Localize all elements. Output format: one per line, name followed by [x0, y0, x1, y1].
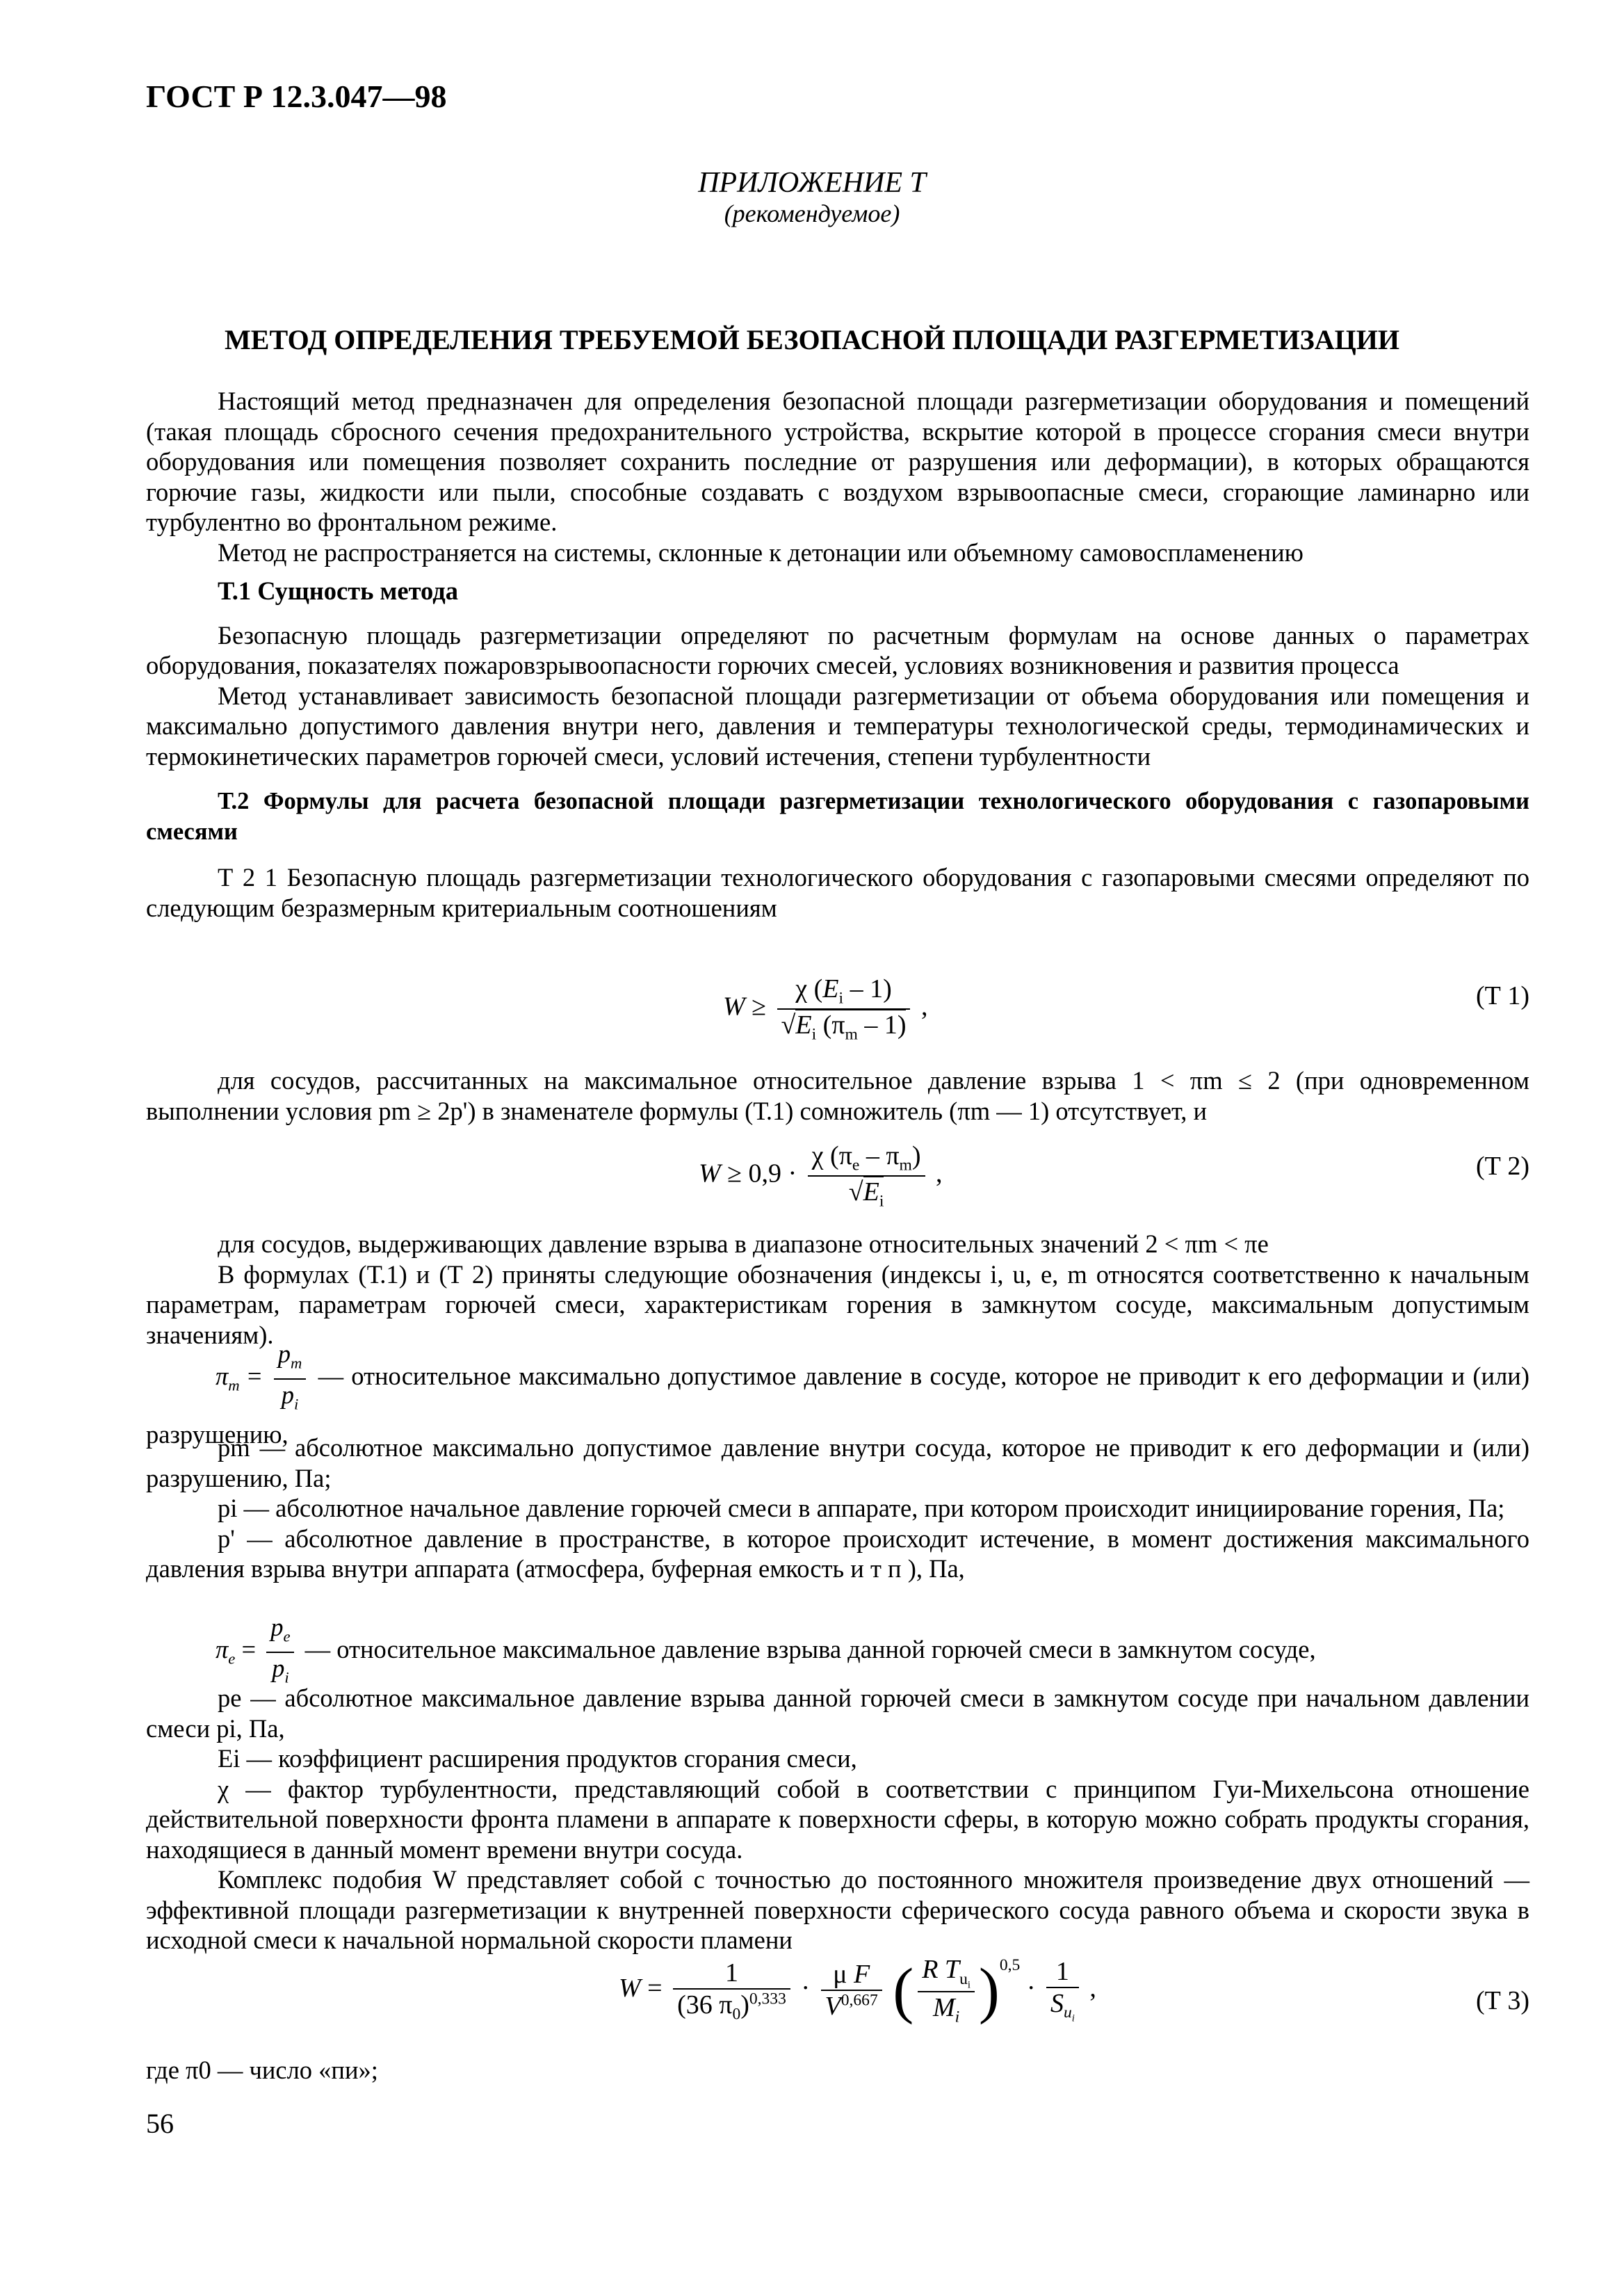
definition-pie: $\pi_e$ = $\frac{p_e}{p_i}$ — относительное максимальное давление взрыва данной горючей смеси в замкнутом сосуде,	[216, 1613, 1316, 1686]
definition-item: pe — абсолютное максимальное давление взрыва данной горючей смеси в замкнутом сосуде при начальном давлении смеси pi, Па,	[146, 1684, 1529, 1743]
document-header: ГОСТ Р 12.3.047—98	[146, 79, 447, 114]
definition-item: p' — абсолютное давление в пространстве, в которое происходит истечение, в момент достижения максимального давления взрыва внутри аппарата (атмосфера, буферная емкость и т п ), Па,	[146, 1524, 1529, 1583]
section-paragraph: Метод устанавливает зависимость безопасной площади разгерметизации от объема оборудования или помещения и максимально допустимого давления внутри него, давления и температуры технологической среды, термодинамических и термокинетических параметров горючей смеси, условий истечения, степени турбулентности	[146, 681, 1529, 771]
definitions-block	[146, 1433, 1529, 1584]
section-paragraph: Комплекс подобия W представляет собой с точностью до постоянного множителя произведение двух отношений — эффективной площади разгерметизации к внутренней поверхности сферического сосуда равного объема и скорости звука в исходной смеси к начальной нормальной скорости пламени	[146, 1865, 1529, 1954]
text-block	[146, 1229, 1529, 1350]
equation-t2: W ≥ 0,9 · $\frac{\chi (\pi_e - \pi_m)}{√E_i}$ ,	[699, 1141, 943, 1211]
section-paragraph: Безопасную площадь разгерметизации определяют по расчетным формулам на основе данных о параметрах оборудования, показателях пожаровзрывоопасности горючих смесей, условиях возникновения и развития процесса	[146, 620, 1529, 679]
section-paragraph: Т 2 1 Безопасную площадь разгерметизации технологического оборудования с газопаровыми смесями определяют по следующим безразмерным критериальным соотношениям	[146, 863, 1529, 922]
intro-block	[146, 386, 1529, 923]
definition-item: χ — фактор турбулентности, представляющий собой в соответствии с принципом Гуи-Михельсона отношение действительной поверхности фронта пламени в аппарате к поверхности сферы, в которую можно собрать продукты сгорания, находящиеся в данный момент времени внутри сосуда.	[146, 1774, 1529, 1864]
equation-t3: W = $\frac{1}{(36 \pi_0)^{0,333}}$ · $\frac{\text{μ F}}{V^{0,667}}$ ( $\frac{R T_{u_i}}{M_i}$ )$^{0,5}$ · $\frac{1}{S_{u_i}}$ ,	[619, 1955, 1096, 2026]
method-title: МЕТОД ОПРЕДЕЛЕНИЯ ТРЕБУЕМОЙ БЕЗОПАСНОЙ ПЛОЩАДИ РАЗГЕРМЕТИЗАЦИИ	[225, 324, 1399, 355]
definitions-block	[146, 1683, 1529, 1956]
definition-item: Ei — коэффициент расширения продуктов сгорания смеси,	[218, 1744, 857, 1773]
appendix-subtitle: (рекомендуемое)	[724, 200, 900, 227]
equation-label: (Т 2)	[1475, 1152, 1529, 1181]
page-number: 56	[146, 2108, 174, 2139]
section-paragraph: для сосудов, выдерживающих давление взрыва в диапазоне относительных значений 2 < πm < πe	[218, 1229, 1269, 1258]
intro-paragraph: Метод не распространяется на системы, склонные к детонации или объемному самовоспламенению	[218, 538, 1304, 567]
section-paragraph: В формулах (Т.1) и (Т 2) приняты следующие обозначения (индексы i, u, e, m относятся соответственно к начальным параметрам, параметрам горючей смеси, характеристикам горения в замкнутом сосуде, максимальным допустимым значениям).	[146, 1259, 1529, 1349]
section-title: Т.1 Сущность метода	[218, 576, 458, 605]
intro-paragraph: Настоящий метод предназначен для определения безопасной площади разгерметизации оборудования и помещений (такая площадь сбросного сечения предохранительного устройства, вскрытие которой в процессе сгорания смеси внутри оборудования или помещения позволяет сохранить последние от разрушения или деформации), в которых обращаются горючие газы, жидкости или пыли, способные создавать с воздухом взрывоопасные смеси, сгорающие ламинарно или турбулентно во фронтальном режиме.	[146, 387, 1529, 536]
footer-note: где π0 — число «пи»;	[146, 2056, 378, 2084]
equation-label: (Т 1)	[1475, 981, 1529, 1010]
appendix-title: ПРИЛОЖЕНИЕ Т	[698, 167, 926, 199]
section-title: Т.2 Формулы для расчета безопасной площади разгерметизации технологического оборудования с газопаровыми смесями	[146, 788, 1529, 845]
text-block	[146, 1065, 1529, 1126]
definition-item: pi — абсолютное начальное давление горючей смеси в аппарате, при котором происходит инициирование горения, Па;	[218, 1494, 1505, 1522]
definition-item: pm — абсолютное максимально допустимое давление внутри сосуда, которое не приводит к его деформации и (или) разрушению, Па;	[146, 1433, 1529, 1492]
section-paragraph: для сосудов, рассчитанных на максимальное относительное давление взрыва 1 < πm ≤ 2 (при одновременном выполнении условия pm ≥ 2p') в знаменателе формулы (Т.1) сомножитель (πm — 1) отсутствует, и	[146, 1066, 1529, 1125]
equation-t1: W ≥ $\frac{\chi (E_i - 1)}{√E_i (\pi_m - 1)}$ ,	[723, 974, 928, 1044]
equation-label: (Т 3)	[1475, 1986, 1529, 2015]
definition-pim: $\pi_m$ = $\frac{p_m}{p_i}$ — относительное максимально допустимое давление в сосуде, которое не приводит к его деформации и (или) разрушению,	[146, 1339, 1529, 1449]
